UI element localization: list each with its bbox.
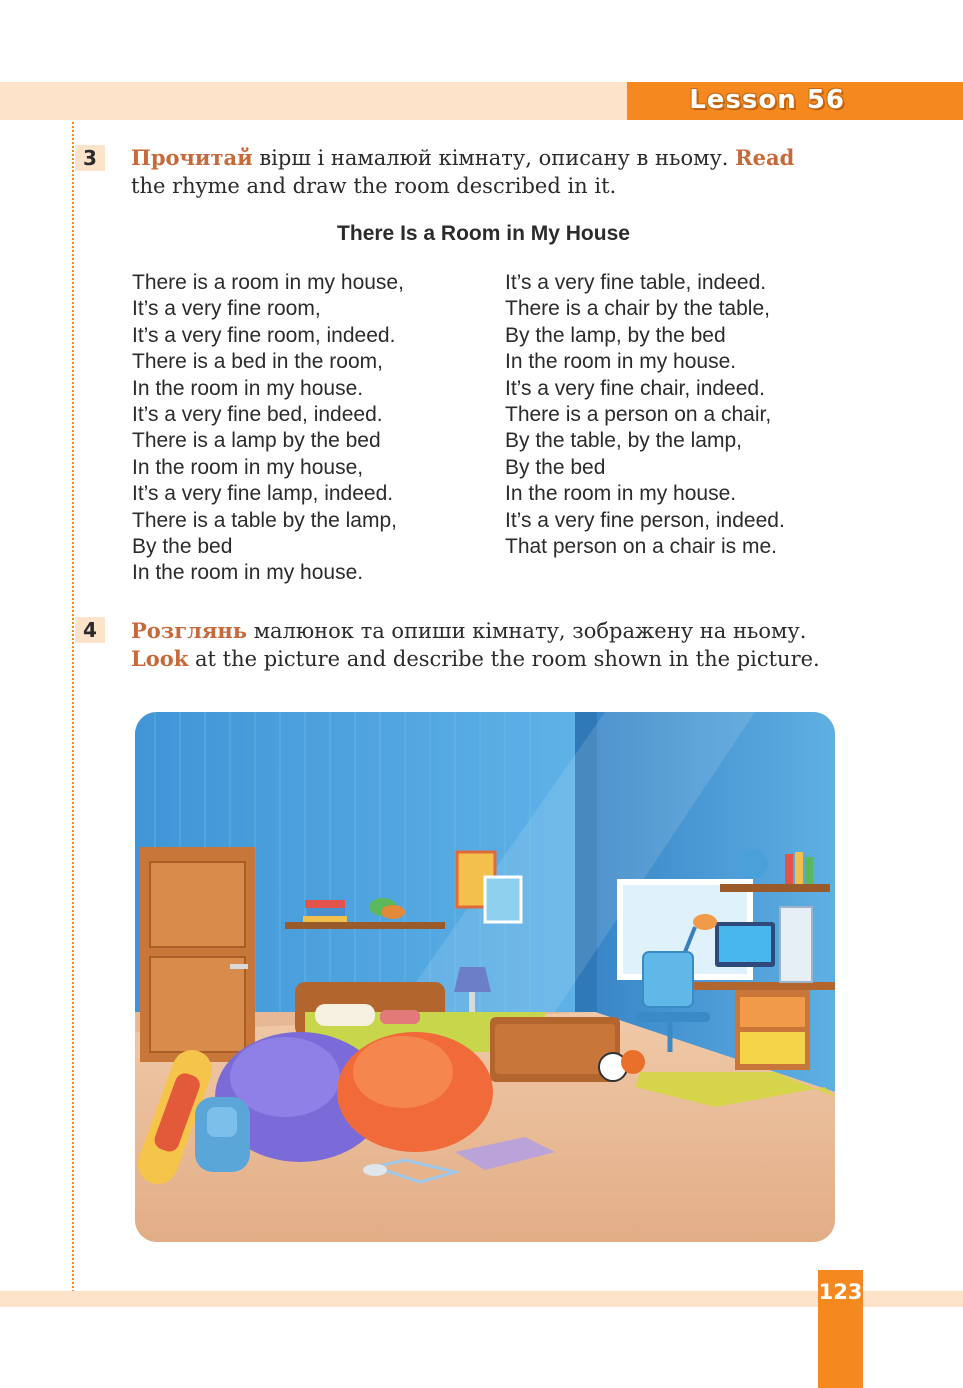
lesson-title: Lesson 56 (689, 85, 845, 115)
poem-line: There is a chair by the table, (505, 297, 770, 321)
task-4-text-uk: малюнок та опиши кімнату, зображену на ньому. (247, 619, 807, 643)
poem-line: By the table, by the lamp, (505, 429, 742, 453)
poem-line: There is a bed in the room, (132, 350, 383, 374)
lesson-tab (627, 82, 963, 120)
poem-line: It’s a very fine table, indeed. (505, 271, 767, 294)
page-number: 123 (818, 1280, 863, 1304)
poem-line: It’s a very fine bed, indeed. (132, 403, 383, 427)
poem-line: It’s a very fine chair, indeed. (505, 376, 765, 400)
poem-line: In the room in my house. (132, 561, 364, 585)
margin-dotted-line (72, 122, 74, 1292)
room-illustration (135, 712, 835, 1242)
poem-line: It’s a very fine room, (132, 297, 321, 321)
task-4-text-en: at the picture and describe the room shown in the picture. (188, 647, 820, 671)
poem-column-2 (505, 270, 785, 560)
poem-line: There is a table by the lamp, (132, 508, 397, 532)
poem-line: In the room in my house. (505, 350, 737, 374)
room-illustration-svg (135, 712, 835, 1242)
task-3-text-en: the rhyme and draw the room described in it. (131, 174, 617, 198)
poem-line: It’s a very fine lamp, indeed. (132, 482, 394, 506)
task-3-instruction (131, 144, 851, 200)
poem-line: In the room in my house. (505, 482, 737, 506)
poem-line: By the bed (505, 455, 606, 479)
poem-column-1 (132, 270, 404, 587)
poem-line: It’s a very fine person, indeed. (505, 508, 785, 532)
poem-line: That person on a chair is me. (505, 535, 777, 559)
task-4-instruction (131, 617, 851, 673)
poem-line: It’s a very fine room, indeed. (132, 323, 396, 347)
task-3-text-uk: вірш і намалюй кімнату, описану в ньому. (252, 146, 736, 170)
poem-line: By the lamp, by the bed (505, 323, 726, 347)
poem-line: There is a room in my house, (132, 271, 404, 294)
task-4-verb-uk: Розглянь (131, 618, 248, 643)
task-number-3: 3 (75, 145, 105, 171)
page-number-tab (818, 1270, 863, 1388)
task-4-verb-en: Look (131, 646, 189, 671)
poem-title: There Is a Room in My House (337, 222, 630, 245)
task-3-verb-en: Read (735, 145, 795, 170)
task-3-verb-uk: Прочитай (131, 145, 253, 170)
poem-line: There is a person on a chair, (505, 403, 772, 427)
task-number-4: 4 (75, 617, 105, 643)
poem-line: By the bed (132, 535, 233, 559)
poem-line: There is a lamp by the bed (132, 429, 381, 453)
poem-line: In the room in my house. (132, 376, 364, 400)
poem-line: In the room in my house, (132, 455, 364, 479)
